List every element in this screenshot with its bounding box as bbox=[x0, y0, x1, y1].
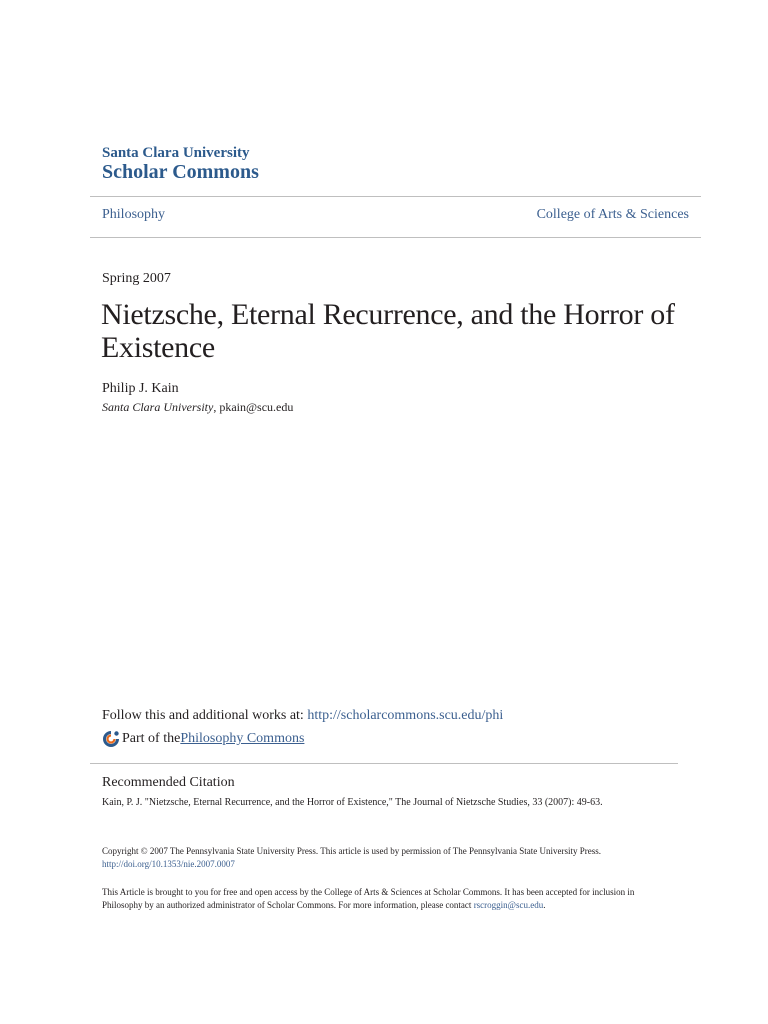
access-statement bbox=[102, 886, 662, 912]
citation-divider bbox=[90, 763, 678, 764]
citation-heading: Recommended Citation bbox=[102, 775, 235, 790]
affiliation-name: Santa Clara University bbox=[102, 400, 214, 414]
university-name: Santa Clara University bbox=[102, 145, 250, 161]
college-link[interactable]: College of Arts & Sciences bbox=[536, 207, 689, 222]
author-affiliation bbox=[102, 400, 293, 415]
repository-name[interactable]: Scholar Commons bbox=[102, 161, 259, 183]
nav-divider bbox=[90, 237, 701, 238]
part-of-line bbox=[102, 730, 304, 748]
department-link[interactable]: Philosophy bbox=[102, 207, 166, 222]
copyright-text: Copyright © 2007 The Pennsylvania State University Press. This article is used by permission of The Pennsylvania State University Press. bbox=[102, 846, 602, 856]
follow-url-link[interactable]: http://scholarcommons.scu.edu/phi bbox=[307, 708, 504, 723]
article-title-line: Nietzsche, Eternal Recurrence, and the Horror of bbox=[101, 298, 675, 331]
header-divider bbox=[90, 196, 701, 197]
contact-email-link[interactable]: rscroggin@scu.edu bbox=[473, 900, 544, 910]
follow-label: Follow this and additional works at: bbox=[102, 708, 308, 723]
copyright-notice bbox=[102, 845, 642, 871]
author-name: Philip J. Kain bbox=[102, 381, 179, 396]
access-text-line: Philosophy by an authorized administrator of Scholar Commons. For more information, please contact bbox=[102, 900, 474, 910]
commons-network-icon bbox=[102, 730, 120, 748]
article-title bbox=[101, 298, 681, 364]
follow-line bbox=[102, 708, 503, 724]
affiliation-separator: , bbox=[213, 400, 220, 414]
philosophy-commons-link[interactable]: Philosophy Commons bbox=[180, 731, 305, 746]
part-of-label: Part of the bbox=[122, 731, 181, 746]
access-text-line: This Article is brought to you for free and open access by the College of Arts & Sciences at Scholar Commons. It has been accepted for inclusion in bbox=[102, 887, 635, 897]
publication-date: Spring 2007 bbox=[102, 271, 171, 286]
access-end: . bbox=[543, 900, 546, 910]
citation-text: Kain, P. J. "Nietzsche, Eternal Recurrence, and the Horror of Existence," The Journal of Nietzsche Studies, 33 (2007): 49-63. bbox=[102, 797, 603, 808]
author-email: pkain@scu.edu bbox=[219, 400, 294, 414]
doi-link[interactable]: http://doi.org/10.1353/nie.2007.0007 bbox=[102, 859, 235, 869]
article-title-line: Existence bbox=[101, 331, 215, 364]
